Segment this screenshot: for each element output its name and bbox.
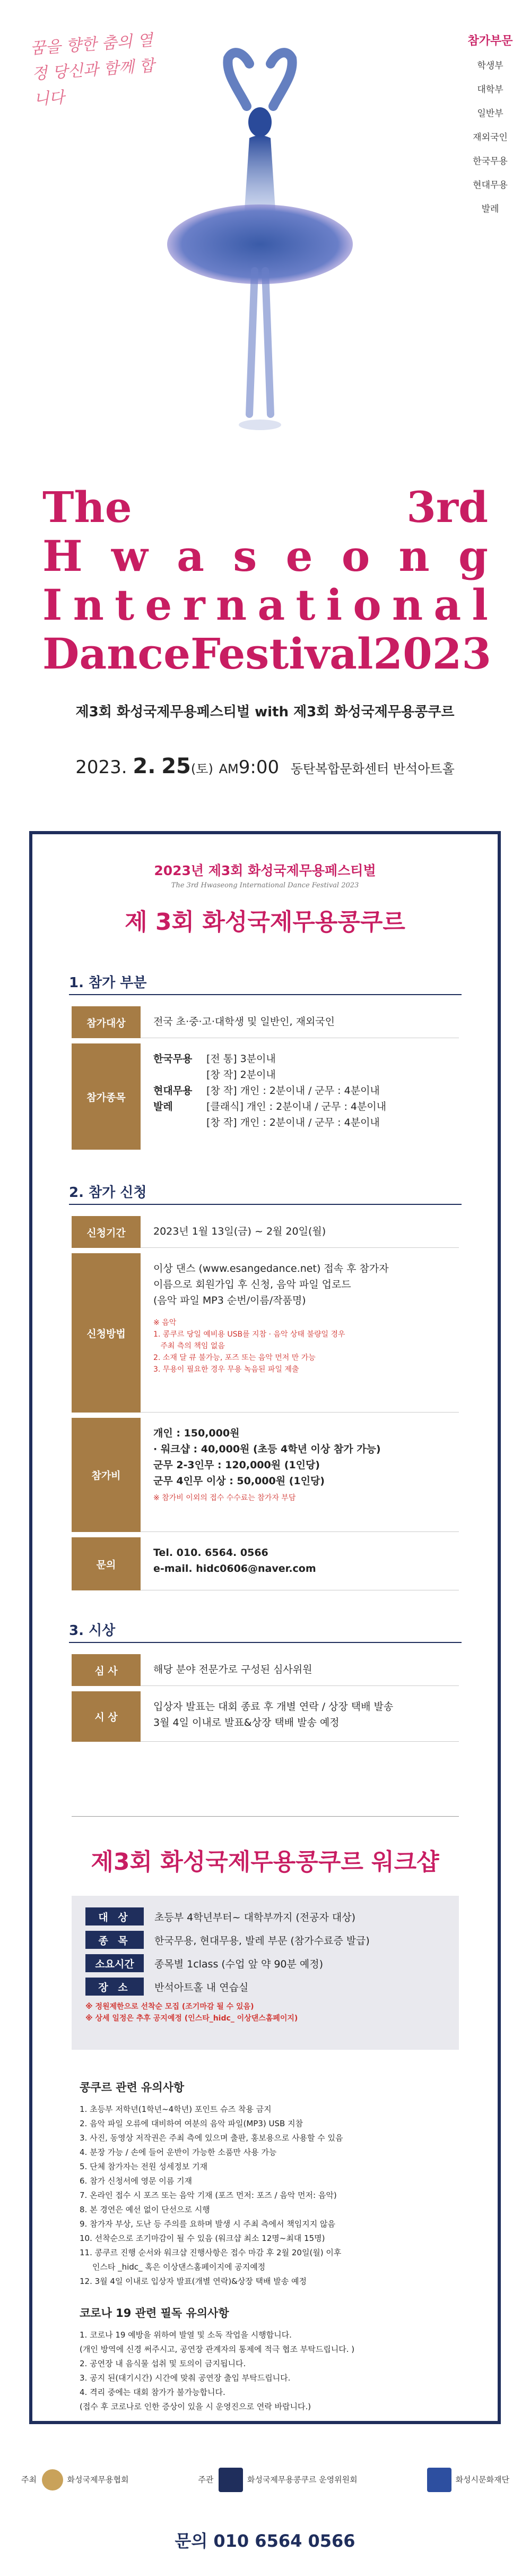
note-item: (개인 방역에 신경 써주시고, 공연장 관계자의 통제에 적극 협조 부탁드립니다. ) bbox=[80, 2344, 355, 2354]
period-value: 2023년 1월 13일(금) ~ 2월 20일(월) bbox=[141, 1216, 459, 1248]
item-category: 한국무용 bbox=[153, 1053, 193, 1065]
note-item: 인스타 _hidc_ 혹은 이상댄스홈페이지에 공지예정 bbox=[80, 2262, 266, 2272]
workshop-label: 소요시간 bbox=[85, 1954, 144, 1972]
workshop-row bbox=[85, 1931, 445, 1949]
note-item: 4. 격리 중에는 대회 참가가 불가능합니다. bbox=[80, 2387, 225, 2397]
item-detail: [창 작] 개인 : 2분이내 / 군무 : 4분이내 bbox=[206, 1085, 380, 1097]
note-item: 3. 사진, 동영상 저작권은 주최 측에 있으며 출판, 홍보용으로 사용할 수 있음 bbox=[80, 2133, 343, 2143]
method-note: ※ 음악 bbox=[153, 1319, 177, 1327]
frame-subtitle-en: The 3rd Hwaseong International Dance Festival 2023 bbox=[171, 882, 359, 889]
note-item: 7. 온라인 접수 시 포즈 또는 음악 기재 (포즈 먼저: 포즈 / 음악 먼저: 음악) bbox=[80, 2190, 337, 2200]
item-detail: [창 작] 2분이내 bbox=[206, 1069, 276, 1081]
method-note: 1. 콩쿠르 당일 예비용 USB를 지참 · 음악 상태 불량일 경우 bbox=[153, 1330, 345, 1339]
note-item: 11. 콩쿠르 진행 순서와 워크샵 진행사항은 접수 마감 후 2월 20일(월) 이후 bbox=[80, 2248, 342, 2257]
category-item: 학생부 bbox=[477, 61, 503, 71]
workshop-row bbox=[85, 1978, 445, 1996]
title-letter: g bbox=[458, 531, 488, 581]
item-detail: [전 통] 3분이내 bbox=[206, 1053, 276, 1065]
category-list bbox=[461, 32, 519, 225]
method-note: 3. 무용이 필요한 경우 무용 녹음된 파일 제출 bbox=[153, 1365, 299, 1374]
method-line: (음악 파일 MP3 순번/이름/작품명) bbox=[153, 1295, 306, 1306]
section2-heading: 2. 참가 신청 bbox=[69, 1185, 147, 1201]
award-line: 입상자 발표는 대회 종료 후 개별 연락 / 상장 택배 발송 bbox=[153, 1701, 394, 1713]
title-letter: o bbox=[341, 531, 370, 581]
date-year: 2023. bbox=[75, 757, 127, 778]
title-letter: a bbox=[433, 580, 462, 630]
category-item: 현대무용 bbox=[473, 180, 508, 191]
title-letter: r bbox=[183, 580, 205, 630]
organizer-logo-icon bbox=[219, 2468, 243, 2492]
section1-heading: 1. 참가 부분 bbox=[69, 975, 147, 991]
judge-row bbox=[72, 1654, 459, 1686]
title-letter: l bbox=[472, 580, 488, 630]
note-item: 2. 음악 파일 오류에 대비하여 여분의 음악 파일(MP3) USB 지참 bbox=[80, 2119, 303, 2128]
item-detail: [클래식] 개인 : 2분이내 / 군무 : 4분이내 bbox=[206, 1101, 387, 1112]
category-item: 대학부 bbox=[477, 84, 503, 95]
title-dance: Dance bbox=[42, 629, 190, 679]
title-letter: o bbox=[353, 580, 381, 630]
divider bbox=[69, 1204, 462, 1205]
workshop-info-box bbox=[72, 1896, 459, 2050]
title-the: The bbox=[42, 482, 132, 532]
workshop-label: 대 상 bbox=[85, 1907, 144, 1925]
covid-notes bbox=[80, 2305, 451, 2414]
fee-row bbox=[72, 1418, 459, 1532]
fee-line: 군무 4인무 이상 : 50,000원 (1인당) bbox=[153, 1475, 325, 1487]
workshop-value: 초등부 4학년부터~ 대학부까지 (전공자 대상) bbox=[154, 1911, 356, 1923]
fee-line: 개인 : 150,000원 bbox=[153, 1427, 240, 1439]
note-item: (접수 후 코로나로 인한 증상이 있을 시 운영진으로 연락 바랍니다.) bbox=[80, 2402, 311, 2411]
title-letter: e bbox=[145, 580, 172, 630]
method-line: 이름으로 회원가입 후 신청, 음악 파일 업로드 bbox=[153, 1279, 351, 1290]
fee-note: ※ 참가비 이외의 접수 수수료는 참가자 부담 bbox=[153, 1494, 296, 1502]
note-item: 2. 공연장 내 음식물 섭취 및 토의이 금지됩니다. bbox=[80, 2359, 246, 2368]
title-year: 2023 bbox=[373, 629, 492, 679]
divider bbox=[69, 994, 462, 995]
target-row bbox=[72, 1006, 459, 1038]
divider bbox=[69, 1642, 462, 1643]
method-line: 이상 댄스 (www.esangedance.net) 접속 후 참가자 bbox=[153, 1263, 389, 1274]
title-letter: n bbox=[215, 580, 247, 630]
award-line: 3월 4일 이내로 발표&상장 택배 발송 예정 bbox=[153, 1717, 340, 1728]
festival-title bbox=[0, 482, 530, 679]
fee-value bbox=[141, 1418, 459, 1532]
period-label: 신청기간 bbox=[72, 1216, 141, 1248]
title-letter: e bbox=[285, 531, 313, 581]
period-row bbox=[72, 1216, 459, 1248]
method-note: 2. 소재 달 큐 불가능, 포즈 또는 음악 먼저 만 가능 bbox=[153, 1354, 316, 1362]
title-letter: n bbox=[73, 580, 104, 630]
note-item: 10. 선착순으로 조기마감이 될 수 있음 (워크샵 최소 12명~최대 15명) bbox=[80, 2233, 325, 2243]
title-line-1 bbox=[42, 483, 488, 531]
award-row bbox=[72, 1691, 459, 1742]
title-letter: t bbox=[296, 580, 316, 630]
event-date-venue bbox=[0, 754, 530, 778]
title-festival: Festival bbox=[190, 629, 373, 679]
venue: 동탄복합문화센터 반석아트홀 bbox=[290, 761, 455, 776]
workshop-label: 종 목 bbox=[85, 1931, 144, 1949]
fee-line: 군무 2-3인무 : 120,000원 (1인당) bbox=[153, 1459, 320, 1471]
title-letter: n bbox=[392, 580, 423, 630]
workshop-title: 제3회 화성국제무용콩쿠르 워크샵 bbox=[91, 1848, 439, 1876]
judge-value: 해당 분야 전문가로 구성된 심사위원 bbox=[141, 1654, 459, 1686]
workshop-value: 종목별 1class (수업 앞 약 90분 예정) bbox=[154, 1958, 324, 1970]
category-item: 발레 bbox=[481, 204, 499, 215]
organizer bbox=[198, 2468, 357, 2492]
note-item: 5. 단체 참가자는 전원 성세정보 기재 bbox=[80, 2162, 208, 2171]
section3-heading: 3. 시상 bbox=[69, 1623, 116, 1639]
organizer-label: 주관 bbox=[198, 2475, 214, 2485]
workshop-row bbox=[85, 1954, 445, 1972]
category-item: 재외국인 bbox=[473, 132, 508, 143]
note-item: 1. 코로나 19 예방을 위하여 발열 및 소독 작업을 시행합니다. bbox=[80, 2330, 292, 2340]
ballerina-illustration bbox=[164, 42, 355, 457]
contest-notes bbox=[80, 2079, 451, 2289]
workshop-value: 반석아트홀 내 연습실 bbox=[154, 1981, 249, 1993]
items-list bbox=[141, 1043, 459, 1150]
award-value bbox=[141, 1691, 459, 1742]
covid-notes-heading: 코로나 19 관련 필독 유의사항 bbox=[80, 2307, 229, 2320]
title-letter: t bbox=[115, 580, 135, 630]
title-letter: s bbox=[233, 531, 257, 581]
workshop-note: ※ 상세 일정은 추후 공지예정 (인스타_hidc_ 이상댄스홈페이지) bbox=[85, 2014, 298, 2023]
organizer-name: 화성국제무용콩쿠르 운영위원회 bbox=[247, 2475, 358, 2485]
title-line-3 bbox=[42, 581, 488, 629]
method-row bbox=[72, 1253, 459, 1413]
title-letter: a bbox=[177, 531, 204, 581]
title-letter: a bbox=[257, 580, 285, 630]
sponsor bbox=[427, 2468, 509, 2492]
workshop-value: 한국무용, 현대무용, 발레 부문 (참가수료증 발급) bbox=[154, 1935, 370, 1947]
hero-section bbox=[0, 0, 530, 797]
date-weekday: (토) bbox=[190, 761, 213, 776]
category-item: 일반부 bbox=[477, 108, 503, 119]
host-logo-icon bbox=[42, 2469, 63, 2491]
workshop-row bbox=[85, 1907, 445, 1925]
date-month: 2. bbox=[133, 754, 156, 778]
award-label: 시 상 bbox=[72, 1691, 141, 1742]
divider bbox=[72, 1816, 459, 1817]
target-value: 전국 초·중·고·대학생 및 일반인, 재외국인 bbox=[141, 1006, 459, 1038]
title-3rd: 3rd bbox=[406, 482, 488, 532]
title-letter: i bbox=[326, 580, 343, 630]
title-line-4 bbox=[42, 629, 492, 679]
method-note: 주최 측의 책임 없음 bbox=[153, 1342, 225, 1350]
items-row bbox=[72, 1043, 459, 1150]
note-item: 8. 본 경연은 예선 없이 단선으로 시행 bbox=[80, 2205, 210, 2214]
contact-value bbox=[141, 1537, 459, 1590]
title-letter: w bbox=[111, 531, 148, 581]
fee-line: · 워크샵 : 40,000원 (초등 4학년 이상 참가 가능) bbox=[153, 1443, 381, 1455]
date-day: 25 bbox=[161, 754, 191, 778]
workshop-label: 장 소 bbox=[85, 1978, 144, 1996]
slogan: 꿈을 향한 춤의 열정 당신과 함께 합니다 bbox=[29, 31, 155, 109]
organizer-row bbox=[21, 2464, 509, 2496]
contact-row bbox=[72, 1537, 459, 1590]
note-item: 4. 분장 가능 / 손에 들어 운반이 가능한 소품만 사용 가능 bbox=[80, 2147, 277, 2157]
host-name: 화성국제무용협회 bbox=[67, 2475, 129, 2485]
item-category: 현대무용 bbox=[153, 1085, 193, 1097]
note-item: 9. 참가자 부상, 도난 등 주의를 요하며 발생 시 주최 측에서 책임지지 않음 bbox=[80, 2219, 336, 2229]
title-letter: n bbox=[398, 531, 430, 581]
footer-contact: 문의 010 6564 0566 bbox=[175, 2531, 355, 2551]
note-item: 3. 공지 된(대기시간) 시간에 맞춰 공연장 출입 부탁드립니다. bbox=[80, 2373, 291, 2383]
note-item: 12. 3월 4일 이내로 입상자 발표(개별 연락)&상장 택배 발송 예정 bbox=[80, 2277, 307, 2286]
category-item: 한국무용 bbox=[473, 156, 508, 167]
sponsor-logo-icon bbox=[427, 2468, 451, 2492]
category-title: 참가부문 bbox=[467, 35, 513, 48]
host bbox=[21, 2469, 128, 2491]
method-label: 신청방법 bbox=[72, 1253, 141, 1413]
contact-email: e-mail. hidc0606@naver.com bbox=[153, 1563, 316, 1574]
workshop-note: ※ 정원제한으로 선착순 모집 (조기마감 될 수 있음) bbox=[85, 2002, 254, 2011]
title-letter: H bbox=[42, 531, 83, 581]
note-item: 6. 참가 신청서에 영문 이름 기재 bbox=[80, 2176, 193, 2186]
method-value bbox=[141, 1253, 459, 1413]
host-label: 주최 bbox=[21, 2475, 37, 2485]
judge-label: 심 사 bbox=[72, 1654, 141, 1686]
item-category: 발레 bbox=[153, 1101, 173, 1112]
sponsor-name: 화성시문화재단 bbox=[455, 2475, 509, 2485]
festival-subtitle: 제3회 화성국제무용페스티벌 with 제3회 화성국제무용콩쿠르 bbox=[75, 704, 455, 720]
contact-tel: Tel. 010. 6564. 0566 bbox=[153, 1547, 268, 1559]
title-line-2 bbox=[42, 532, 488, 580]
time-am: AM bbox=[219, 761, 239, 776]
time: 9:00 bbox=[238, 757, 280, 778]
title-letter: I bbox=[42, 580, 63, 630]
items-label: 참가종목 bbox=[72, 1043, 141, 1150]
fee-label: 참가비 bbox=[72, 1418, 141, 1532]
frame-title: 제 3회 화성국제무용콩쿠르 bbox=[125, 909, 405, 936]
note-item: 1. 초등부 저학년(1학년~4학년) 포인트 슈즈 착용 금지 bbox=[80, 2104, 272, 2114]
contest-notes-heading: 콩쿠르 관련 유의사항 bbox=[80, 2081, 185, 2094]
target-label: 참가대상 bbox=[72, 1006, 141, 1038]
contact-label: 문의 bbox=[72, 1537, 141, 1590]
frame-subtitle: 2023년 제3회 화성국제무용페스티벌 bbox=[154, 863, 376, 878]
item-detail: [창 작] 개인 : 2분이내 / 군무 : 4분이내 bbox=[206, 1117, 380, 1128]
